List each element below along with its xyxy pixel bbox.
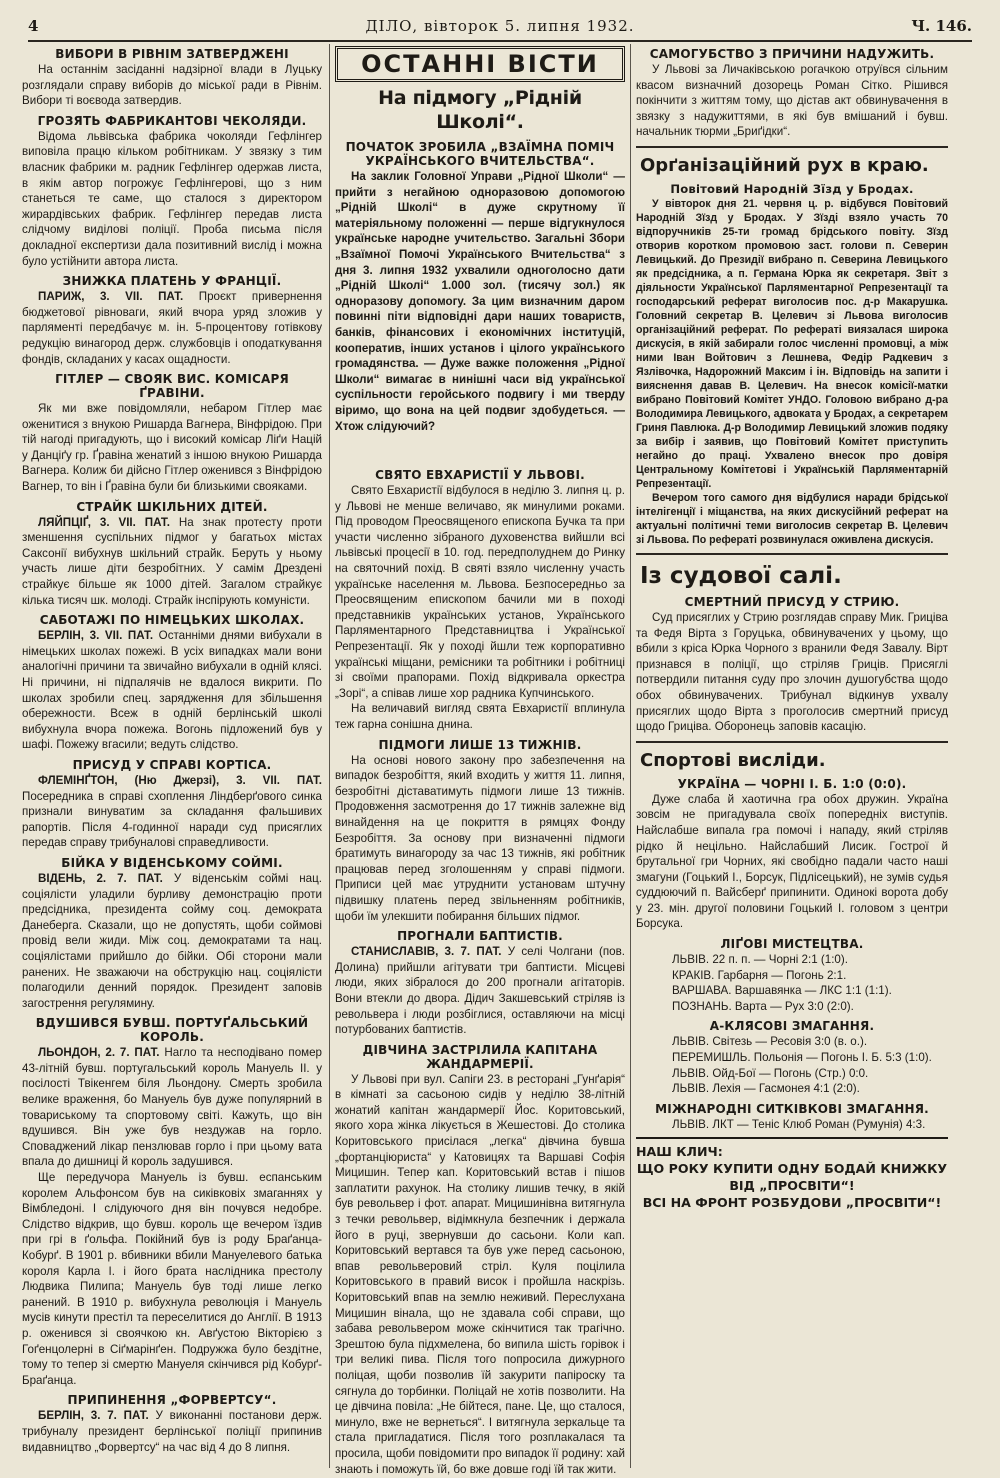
article [22, 274, 322, 367]
article-body: У виконанні постанови держ. трибуналу президент берлінської поліції припинив видавництво „Форвертсу“ на час від 4 до 8 липня. [22, 1409, 322, 1454]
article [636, 182, 948, 547]
dateline: БЕРЛІН, 3. VII. ПАТ. [38, 629, 154, 643]
article-body: Відома львівська фабрика чоколяди Гефлінгер виповіла працю кільком робітникам. У звязку з тим власник фабрики м. радник Гефлінгер одержав листа, в якім автор погрожує Гефлінгерові, що з ним станеться те саме, що сталося з директором жирардівських фабрик. Гефлінгер передав листа слідчому виділові поліції. Проба письма після докладної експертизи дала позитивний вислід і можна було устійнити автора листа. [22, 129, 322, 268]
article-title: ПОЧАТОК ЗРОБИЛА „ВЗАЇМНА ПОМІЧ УКРАЇНСЬКОГО ВЧИТЕЛЬСТВА“. [345, 140, 615, 168]
masthead-line: ДІЛО, вівторок 5. липня 1932. [365, 17, 635, 35]
article-title: ГІТЛЕР — СВОЯК ВИС. КОМІСАРЯ ҐРАВІНИ. [55, 372, 289, 401]
results-block [636, 1019, 948, 1096]
article-body: Як ми вже повідомляли, небаром Гітлер має оженитися з внукою Ришарда Вагнера, Вінфрідою. При тій нагоді пригадують, що і високий комісар Ліґи Націй у Данціґу гр. Ґравіна женатий з іншою внукою Ришарда Вагнера. Колиж би дійсно Гітлер оженився з Вінфрідою Вагнер, то він і Ґравіна були би близькими свояками. [22, 402, 322, 494]
result-line: ЛЬВІВ. 22 п. п. — Чорні 2:1 (1:0). [672, 953, 848, 967]
dateline: СТАНИСЛАВІВ, 3. 7. ПАТ. [351, 945, 502, 959]
article-body: Свято Евхаристії відбулося в неділю 3. липня ц. р. у Львові не менше величаво, як минулими роками. Під проводом Преосвященого епископа Бучка та при участи численно зібраного духовенства вийшли всі львівські процесії в 10. год. передполуднем до Ринку на святочний похід. В святі взяло численну участь українське населення м. Львова. Безпосередньо за Преосвященим епископом бачили ми в поході представників українських установ, Українського Парляментарного Представництва і Української Репрезентації. Як у поході йшли теж корпоративно українські міщани, ремісники та робітники і робітниці зі своїми прапорами. Похід відкривала оркестра „Зорі“, а співав лише хор радника Купчинського. [335, 484, 625, 700]
section-rule [636, 741, 948, 743]
article [636, 47, 948, 140]
result-line: КРАКІВ. Гарбарня — Погонь 2:1. [672, 968, 847, 982]
article-body: Посередника в справі схоплення Ліндберґового синка признали винуватим за складання фальшивих рапортів. Після 4-годинної наради суд присяглих передав справу трибуналові справедливости. [22, 789, 322, 850]
article-body: Суд присяглих у Стрию розглядав справу Мик. Гриціва та Федя Вірта з Горуцька, обвинувачених у цьому, що вбили з кріса Юрка Чорного з вранили Федя Завалу. Вірт признався в поліції, що стріляв Гриців. Присяглі потвердили питання суду про злочин душогубства щодо обох обвинувачених. Трибунал відкинув ухвалу присяглих щодо Вірта з проголосив смертний присуд щодо Гриціва. Оборонець заповів касацію. [636, 610, 948, 734]
result-line: ПЕРЕМИШЛЬ. Польонія — Погонь І. Б. 5:3 (1:0). [672, 1051, 932, 1065]
article [22, 47, 322, 109]
article-title: САБОТАЖІ ПО НІМЕЦЬКИХ ШКОЛАХ. [39, 613, 305, 628]
results-title: МІЖНАРОДНІ СИТКІВКОВІ ЗМАГАННЯ. [655, 1101, 929, 1116]
section-heading: Із судової салі. [640, 562, 842, 589]
article-title: ПІДМОГИ ЛИШЕ 13 ТИЖНІВ. [378, 737, 582, 752]
article [22, 613, 322, 753]
page-header [28, 14, 972, 38]
article-title: СТРАЙК ШКІЛЬНИХ ДІТЕЙ. [76, 499, 268, 514]
column-middle [335, 44, 625, 1478]
article-title: ВИБОРИ В РІВНІМ ЗАТВЕРДЖЕНІ [55, 47, 289, 61]
article-body: У вівторок дня 21. червня ц. р. відбувся Повітовий Народній Зїзд у Бродах. У Зїзді взяло участь 70 відпоручників 25-ти громад брідського повіту. Зїзд отворив коротком промовою заст. голови п. Северин Левицький. До Президії вибрано п. Северина Левицького як предсідника, а п. Германа Юрка як секретаря. Звіт з діяльности Української Парляментарної Репрезентації та господарський реферат виголосив пос. д-р Макарушка. Головний секретар В. Целевич зі Львова виголосив організаційний реферат. По рефераті виязалася широка дискусія, в якій забирали голос численні промовці, а між ними Іван Войтович з Лешнева, Федір Радкевич з Язлівочка, Надорожний Максим і ін. Відповідь на запити і вияснення давав В. Целевич. На внесок комісії-матки вибрано Повітовий Комітет УНДО. Головою вибрано д-ра Володимира Левицького, адвоката у Бродах, а секретарем Гриня Павлюка. Д-р Володимир Левицький зложив подяку за вибір і заявив, що Повітовий Комітет приступить негайно до праці. Ухвалено внесок про довіря Центральному Комітетові і Українській Парляментарній Репрезентації. [636, 197, 948, 490]
page-number: 4 [28, 17, 39, 35]
lead-headline: На підмогу „Рідній Школі“. [378, 87, 582, 133]
article-body: На основі нового закону про забезпечення на випадок безробіття, який входить у життя 11. липня, безробітні діставатимуть підмоги лише 13 тижнів. Продовження засмотрення до 17 тижнів залежне від винайдення на це покриття в рямцях Фонду Безробіття. За основу при визначенні підмоги братимуть винагороду за час 13 тижнів, які робітник працював перед зголошенням у справі підмоги. Приписи цей має утруднити установам штучну підвишку платень перед звільненням робітників, щоби їм улекшити побирання більших підмог. [335, 753, 625, 923]
article [335, 929, 625, 1038]
results-block [636, 1102, 948, 1133]
article [335, 468, 625, 733]
article-title: ПРИСУД У СПРАВІ КОРТІСА. [72, 757, 272, 772]
result-line: ЛЬВІВ. ЛКТ — Теніс Клюб Роман (Румунія) 4:3. [672, 1117, 926, 1131]
slogan-line: ВСІ НА ФРОНТ РОЗБУДОВИ „ПРОСВІТИ“! [642, 1195, 942, 1211]
article [636, 777, 948, 932]
dateline: ЛЯЙПЦІҐ, 3. VII. ПАТ. [38, 515, 170, 529]
article-title: СМЕРТНИЙ ПРИСУД У СТРИЮ. [684, 594, 900, 609]
article [22, 372, 322, 495]
article-title: ВДУШИВСЯ БУВШ. ПОРТУҐАЛЬСЬКИЙ КОРОЛЬ. [35, 1016, 309, 1045]
article [22, 500, 322, 609]
spacer [335, 439, 625, 465]
article-title: ЗНИЖКА ПЛАТЕНЬ У ФРАНЦІЇ. [62, 274, 282, 289]
article [335, 1043, 625, 1477]
dateline: БЕРЛІН, 3. 7. ПАТ. [38, 1409, 149, 1423]
section-banner: ОСТАННІ ВІСТИ [335, 46, 625, 82]
dateline: ПАРИЖ, 3. VII. ПАТ. [38, 290, 184, 304]
dateline: ЛЬОНДОН, 2. 7. ПАТ. [38, 1046, 160, 1060]
article-title: Повітовий Народній Зїзд у Бродах. [670, 181, 914, 196]
results-title: А-КЛЯСОВІ ЗМАГАННЯ. [709, 1019, 875, 1034]
article-title: ДІВЧИНА ЗАСТРІЛИЛА КАПІТАНА ЖАНДАРМЕРІЇ. [362, 1042, 598, 1071]
slogan-box [636, 1137, 948, 1211]
article-body-continued: На величавий вигляд свята Евхаристії вплинула теж гарна сонішна днина. [335, 702, 625, 731]
dateline: ВІДЕНЬ, 2. 7. ПАТ. [38, 871, 163, 885]
slogan-line: НАШ КЛИЧ: [636, 1144, 723, 1160]
column-right [636, 44, 948, 1211]
dateline: ФЛЕМІНҐТОН, (Ню Джерзі), 3. VII. ПАТ. [38, 773, 322, 787]
article-body-continued: Вечером того самого дня відбулися наради брідської інтелігенції і міщанства, на яких дискусійний реферат на актуальні політичні теми виголосив секретар В. Целевич зі Львова. По рефераті розвинулася оживлена дискусія. [636, 491, 948, 546]
article-title: ПРИПИНЕННЯ „ФОРВЕРТСУ“. [67, 1393, 277, 1408]
article [22, 758, 322, 851]
article-title: САМОГУБСТВО З ПРИЧИНИ НАДУЖИТЬ. [649, 47, 935, 61]
result-line: ВАРШАВА. Варшавянка — ЛКС 1:1 (1:1). [672, 984, 892, 998]
article-body: У селі Чолгани (пов. Долина) прийшли агітувати три баптисти. Місцеві люди, яких зібралося до 200 прогнали агітаторів. Вони втекли до двора. Дідич Закшевський стріляв із револьвера і люди розбіглися, оставляючи на місці потурбованих баптистів. [335, 945, 625, 1037]
article-body: У Львові за Личаківською рогачкою отруївся сільним квасом визначний дозорець Роман Сітко. Рішився покінчити з життям тому, що дістав акт обвинувачення в звязку з надужиттями, в які був вмішаний і бувш. начальник тюрми „Бриґідки“. [636, 63, 948, 139]
result-line: ЛЬВІВ. Світезь — Ресовія 3:0 (в. о.). [672, 1035, 868, 1049]
article-body: Нагло та несподівано помер 43-літній бувш. португальський король Мануель II. у посілості Твікенгем біля Льондону. Смерть зробила велике враження, бо Мануель був дуже популярний в товариському та спортовому світі. Кажуть, що він вдушився. Він уже був нездужав на горло. Споваджений лікар пензлював горло і при цьому вата впала до дишниці й король задушився. [22, 1046, 322, 1169]
article [335, 738, 625, 925]
result-line: ПОЗНАНЬ. Варта — Рух 3:0 (2:0). [672, 999, 854, 1013]
column-divider [329, 44, 330, 1468]
section-heading: Орґанізаційний рух в краю. [640, 154, 929, 176]
slogan-line: ЩО РОКУ КУПИТИ ОДНУ БОДАЙ КНИЖКУ ВІД „ПРОСВІТИ“! [636, 1161, 948, 1194]
article-title: ГРОЗЯТЬ ФАБРИКАНТОВІ ЧЕКОЛЯДИ. [37, 113, 307, 128]
article [22, 114, 322, 269]
article-body: Проєкт привернення бюджетової рівноваги, який вчора уряд зложив у парляменті передбачує м. ін. 5-процентову готівкову редукцію винагород держ. службовців і оподаткування фондів, складаних у касах ощадности. [22, 290, 322, 366]
article [636, 595, 948, 735]
result-line: ЛЬВІВ. Ойд-Бої — Погонь (Стр.) 0:0. [672, 1066, 869, 1080]
section-heading: Спортові висліди. [640, 749, 826, 771]
column-left [22, 44, 322, 1460]
article-body: На заклик Головної Управи „Рідної Школи“ — прийти з негайною одноразовою допомогою „Рідній Школі“ в дуже скрутному її матеріяльному положенні — перше відгукнулося українське народне учительство. Загальні Збори „Взаїмної Помочі Українського Вчительства“ з дня 3. липня 1932 ухвалили одноголосно дати „Рідній Школі“ 1.000 зол. (тисячу зол.) як одноразову допомогу. За цим визначним даром повинні піти відповідні дари наших товариств, банків, фінансових і економічних інституцій, кооператив, інших установ і цілого українського громадянства. — Дуже важке положення „Рідної Школи“ вимагає в нинішні часи від української суспільности геройського подвигу і ми тверду віримо, що вона на цей подвиг здобудеться. — Хтож слідуючий? [335, 170, 625, 433]
article-body: На останнім засіданні надзірної влади в Луцьку розглядали справу виборів до міської ради в Рівнім. Вибори ті воєвода затвердив. [22, 63, 322, 108]
issue-number: Ч. 146. [911, 17, 972, 35]
result-line: ЛЬВІВ. Лехія — Гасмонея 4:1 (2:0). [672, 1082, 860, 1096]
article [22, 1393, 322, 1455]
results-block [636, 937, 948, 1014]
lead-article [335, 140, 625, 434]
section-rule [636, 553, 948, 555]
article-body: Дуже слаба й хаотична гра обох дружин. Україна зовсім не пригадувала своїх попередніх виступів. Найслабше випала гра помочі і нападу, який стріляв рідко й нецільно. Найслабший Лисик. Гострої й брутальної гри Чорних, які свобідно падали часто наші змагуни (Гоцький І., Борсук, Підлісецький), не зумів судья суддюючий п. Вайсберґ припинити. Одинокі ворота добу у 23. мін. другої половини Гоцький І. головом з центри Борсука. [636, 792, 948, 931]
article-body: У Львові при вул. Сапіги 23. в ресторані „Гунґарія“ в кімнаті за сасьоною сидів у неділю 38-літній жонатий капітан жандармерії Йос. Коритовський, якого хора жінка лікується в Жешестові. До столика Коритовського присілася „легка“ дівчина бувша „фортанціюриста“ у Катовицях та Варшаві Софія Мицишин. Тепер кап. Коритовський встав і пішов заплатити рахунок. На столику лишив течку, в якій був револьвер і фот. апарат. Мицишинівна витягнула з течки револьвер, відімкнула безпечник і держала його в руці, звернувши до сасьони. Коли кап. Коритовський вертався та був уже перед сасьоною, впав револьверовий стріл. Куля поцілила Коритовського в правий висок і пройшла наскрізь. Коритовський впав на землю неживий. Переслухана Мицишин вінала, що не здавала собі справи, що забава револьвером може скінчитися так трагічно. Зрештою була підхмелена, бо випила шість горівок і три великі пива. Після того попросила дижурного поліцая, щоби позволив їй закурити папіроску та сягнула до торбинки. Поліцай не хотів позволити. На це дівчина повіла: „Не бійтеся, пане. Це, що сталося, минуло, вже не вернеться“. І витягнула зеркальце та стала пригладатися. Після того розплакалася та просила, щоби повідомити про випадок її родину: хай знають і поможуть їй, бо вже довше годі їй так жити. [335, 1072, 625, 1476]
article-body: Останніми днями вибухали в німецьких школах пожежі. В усіх випадках мали вони аналогічні причини та звичайно вибухали в одній клясі. Ні причини, ні підпалячів не вдалося викрити. По школах зробили спец. зарядження для збільшення обережности. Всеж в одній берлінській школі вибухнула вчора пожежа. Вогонь підложений був у шафі. Пожежу вгасили; ведуть слідство. [22, 629, 322, 752]
section-rule [636, 146, 948, 148]
column-divider [630, 44, 631, 1468]
article [22, 856, 322, 1011]
article-title: УКРАЇНА — ЧОРНІ І. Б. 1:0 (0:0). [677, 776, 907, 791]
article [22, 1016, 322, 1388]
article-body-continued: Ще передучора Мануель із бувш. еспанським королем Альфонсом був на сиківковіх змаганнях у Вімбледоні. І слідуючого дня він почувся недобре. Слідство відкрив, що бувш. король ще вечером їздив при грі в ґольфа. Покійний був із роду Браґанца-Кобурґ. В 1901 р. вбивники вбили Мануелевого батька короля Карла І. і його брата наслідника престолу Людвика Пилипа; Мануель був тоді лише легко ранений. В 1910 р. вибухнула революція і Мануель мусів кинути престіл та переселитися до Англії. В 1913 р. оженився зі своячкою кн. Авґустою Вікторією з Гоґенцолерні в Сіґмарінґен. Подружжа було бездітне, тому то тепер зі смертю Мануеля скінчився рід Кобурґ-Браґанца. [22, 1171, 322, 1387]
article-title: БІЙКА У ВІДЕНСЬКОМУ СОЙМІ. [61, 855, 283, 870]
article-body: На знак протесту проти зменшення суспільних підмог у багатьох містах Саксонії вибухнув шкільний страйк. Беруть у ньому участь лише діти безробітних. У самім Дрездені страйкує більше як 1000 дітей. Загалом страйкує кілька тисяч шк. молоді. Страйк інспірують комуністи. [22, 515, 322, 607]
article-title: ПРОГНАЛИ БАПТИСТІВ. [397, 929, 563, 944]
article-body: У віденськім соймі нац. соціялісти уладили бурливу демонстрацію проти предсідника, президента сойму соц. демократа Данеберга. Сказали, що не допустять, щоби соймові провід вели жиди. Між соц. демократами та нац. соціялістами прийшло до бійки. Обі сторони мали ранених. Не зважаючи на обструкцію нац. соціялісти полагодили денний порядок. Президент заповів загострення регулямину. [22, 871, 322, 1010]
header-rule [28, 40, 972, 42]
results-title: ЛІҐОВІ МИСТЕЦТВА. [720, 937, 864, 952]
article-title: СВЯТО ЕВХАРИСТІЇ У ЛЬВОВІ. [375, 468, 585, 483]
